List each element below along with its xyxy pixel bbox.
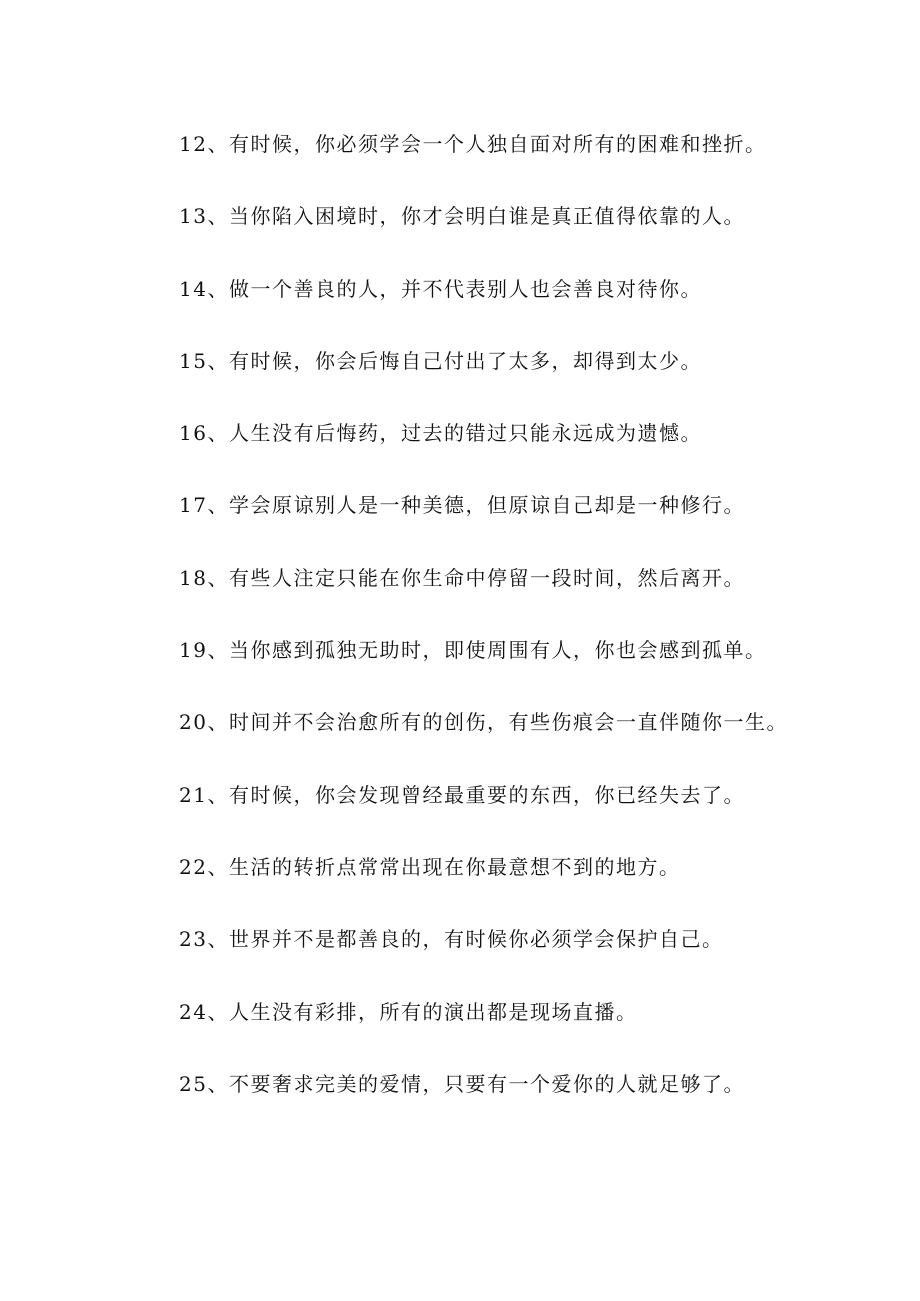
quote-line: 22、生活的转折点常常出现在你最意想不到的地方。 <box>179 854 681 879</box>
quote-line: 17、学会原谅别人是一种美德，但原谅自己却是一种修行。 <box>179 493 745 518</box>
quote-line: 16、人生没有后悔药，过去的错过只能永远成为遗憾。 <box>179 421 702 446</box>
quote-line: 13、当你陷入困境时，你才会明白谁是真正值得依靠的人。 <box>179 204 745 229</box>
quote-line: 15、有时候，你会后悔自己付出了太多，却得到太少。 <box>179 348 702 373</box>
quote-line: 18、有些人注定只能在你生命中停留一段时间，然后离开。 <box>179 565 745 590</box>
quote-line: 25、不要奢求完美的爱情，只要有一个爱你的人就足够了。 <box>179 1071 745 1096</box>
quote-line: 24、人生没有彩排，所有的演出都是现场直播。 <box>179 999 638 1024</box>
quote-line: 23、世界并不是都善良的，有时候你必须学会保护自己。 <box>179 927 724 952</box>
quote-line: 19、当你感到孤独无助时，即使周围有人，你也会感到孤单。 <box>179 638 767 663</box>
quote-line: 12、有时候，你必须学会一个人独自面对所有的困难和挫折。 <box>179 132 767 156</box>
quote-list <box>179 126 899 1138</box>
quote-line: 14、做一个善良的人，并不代表别人也会善良对待你。 <box>179 276 702 301</box>
quote-line: 21、有时候，你会发现曾经最重要的东西，你已经失去了。 <box>179 782 745 807</box>
quote-line: 20、时间并不会治愈所有的创伤，有些伤痕会一直伴随你一生。 <box>179 710 788 735</box>
